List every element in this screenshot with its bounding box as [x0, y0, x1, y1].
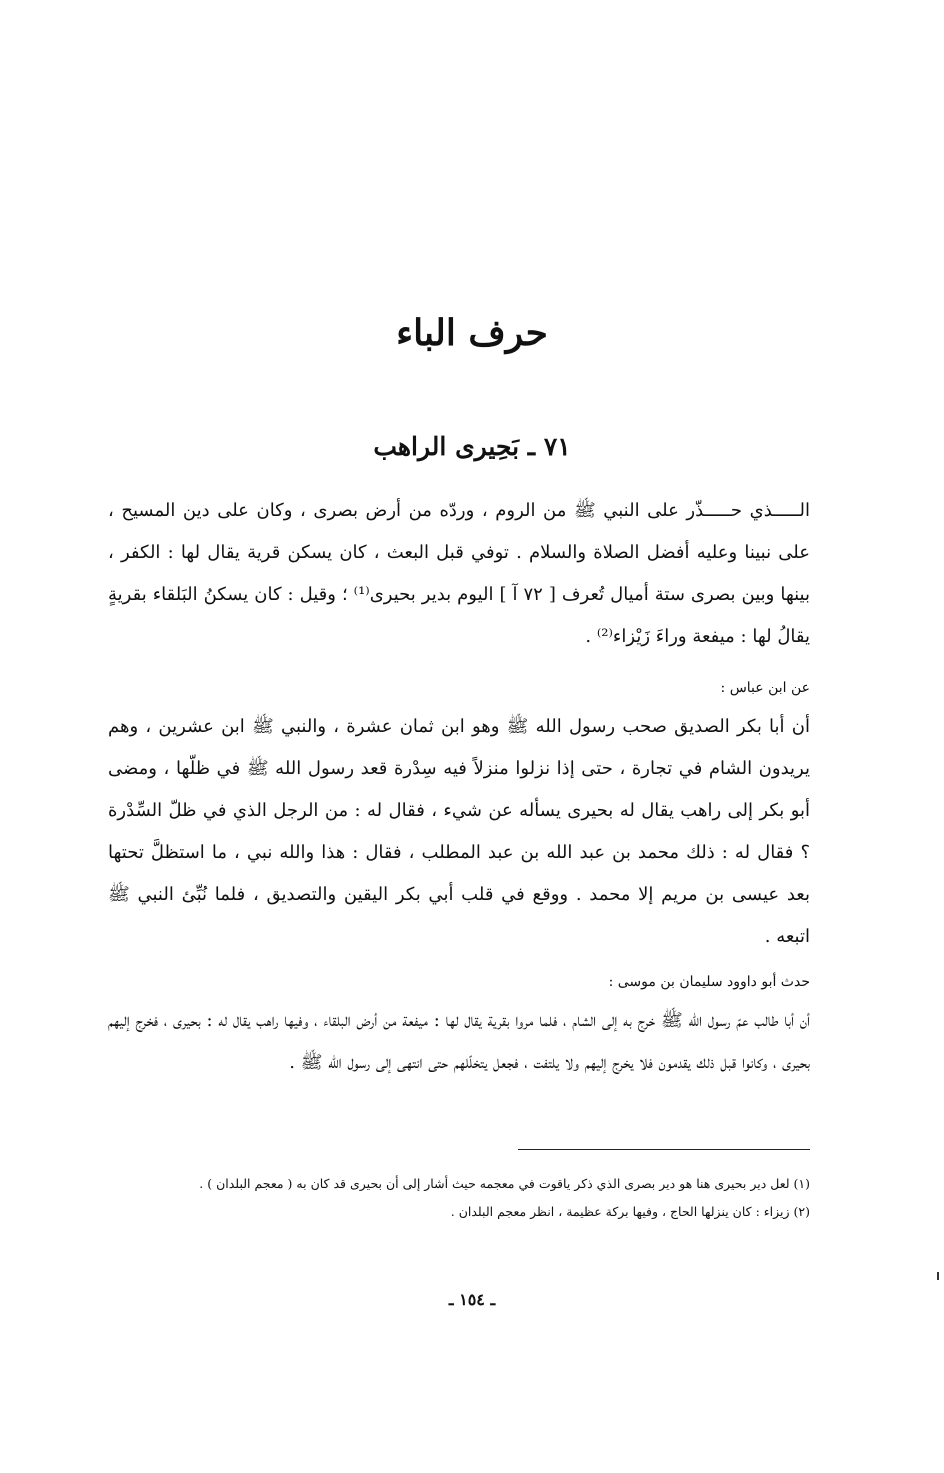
narration-source: حدث أبو داوود سليمان بن موسى :: [608, 974, 810, 990]
footnotes: [108, 1170, 810, 1226]
chapter-title: حرف الباء: [396, 312, 548, 354]
entry-heading: ٧١ ـ بَحِيرى الراهب: [373, 432, 571, 461]
narration-text: أن أبا طالب عمّ رسول الله ﷺ خرج به إلى الشام ، فلما مروا بقرية يقال لها : ميفعة من أرض البلقاء ، وفيها راهب يقال له : بحيرى ، فخرج إليهم بحيرى ، وكانوا قبل ذلك يقدمون فلا يخرج إليهم ولا يلتفت ، فجعل يتخلّلهم حتى انتهى إلى رسول الله ﷺ .: [108, 1010, 810, 1073]
intro-paragraph: الـــــذي حـــــذّر على النبي ﷺ من الروم ، وردّه من أرض بصرى ، وكان على دين المسيح ، على نبينا وعليه أفضل الصلاة والسلام . توفي قبل البعث ، كان يسكن قرية يقال لها : الكفر ، بينها وبين بصرى ستة أميال تُعرف [ ٧٢ آ ] اليوم بدير بحيرى⁽¹⁾ ؛ وقيل : كان يسكنُ البَلقاء بقريةٍ يقالُ لها : ميفعة وراءَ زَيْزاء⁽²⁾ .: [108, 500, 810, 647]
narration-source: عن ابن عباس :: [720, 680, 810, 696]
scan-mark: [937, 1272, 939, 1280]
footnote: (١) لعل دير بحيرى هنا هو دير بصرى الذي ذكر ياقوت في معجمه حيث أشار إلى أن بحيرى قد كان به ( معجم البلدان ) .: [199, 1176, 810, 1191]
footnote: (٢) زيزاء : كان ينزلها الحاج ، وفيها بركة عظيمة ، انظر معجم البلدان .: [450, 1204, 810, 1219]
footnote-divider: [518, 1149, 810, 1150]
page-number: ـ ١٥٤ ـ: [448, 1290, 496, 1309]
narration-text: أن أبا بكر الصديق صحب رسول الله ﷺ وهو ابن ثمان عشرة ، والنبي ﷺ ابن عشرين ، وهم يريدون الشام في تجارة ، حتى إذا نزلوا منزلاً فيه سِدْرة قعد رسول الله ﷺ في ظلّها ، ومضى أبو بكر إلى راهب يقال له بحيرى يسأله عن شيء ، فقال له : من الرجل الذي في ظلّ السِّدْرة ؟ فقال له : ذلك محمد بن عبد الله بن عبد المطلب ، فقال : هذا والله نبي ، ما استظلَّ تحتها بعد عيسى بن مريم إلا محمد . ووقع في قلب أبي بكر اليقين والتصديق ، فلما نُبِّئ النبي ﷺ اتبعه .: [108, 716, 810, 947]
